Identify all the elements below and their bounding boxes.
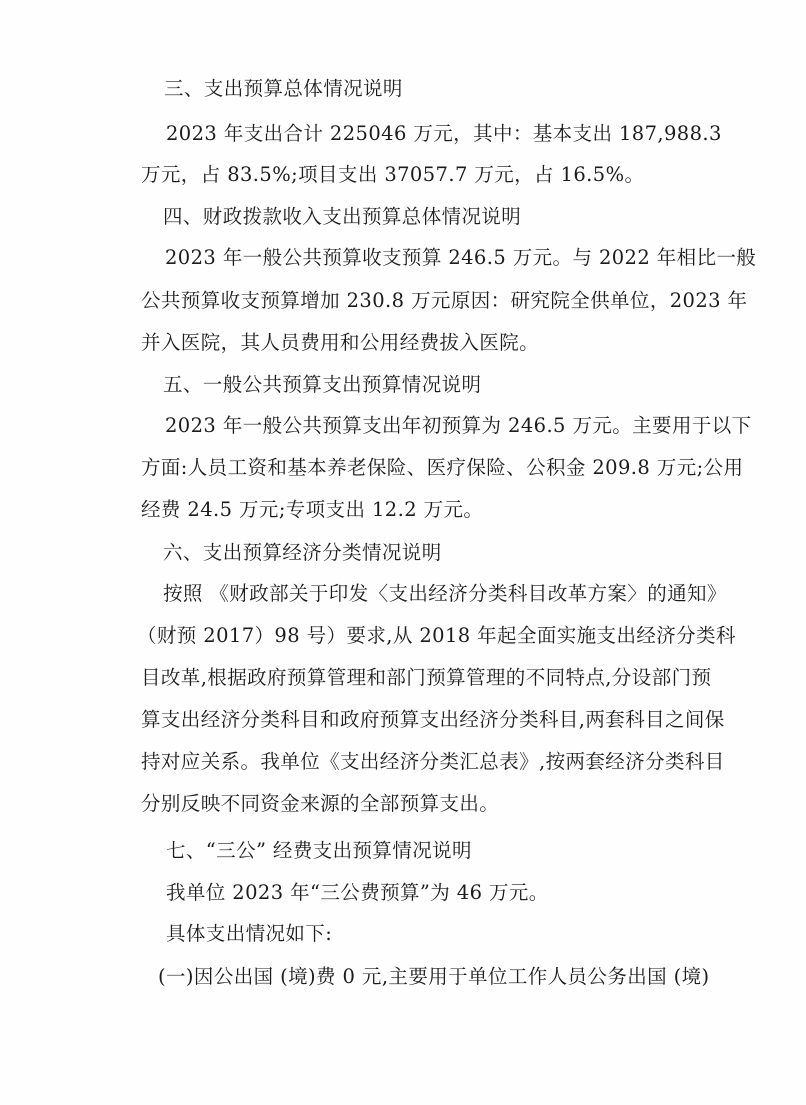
paragraph-line: 2023 年支出合计 225046 万元，其中：基本支出 187,988.3 [166, 122, 722, 145]
paragraph-line: 我单位 2023 年“三公费预算”为 46 万元。 [166, 881, 549, 904]
paragraph-line: (一)因公出国 (境)费 0 元,主要用于单位工作人员公务出国 (境) [158, 965, 710, 988]
paragraph-line: 2023 年一般公共预算支出年初预算为 246.5 万元。主要用于以下 [165, 414, 752, 437]
paragraph-line: 经费 24.5 万元;专项支出 12.2 万元。 [141, 498, 484, 521]
paragraph-line: 具体支出情况如下: [166, 922, 333, 945]
paragraph-line: 并入医院，其人员费用和公用经费拔入医院。 [141, 331, 540, 354]
section-heading-3: 三、支出预算总体情况说明 [164, 77, 403, 100]
paragraph-line: 持对应关系。我单位《支出经济分类汇总表》,按两套经济分类科目 [141, 750, 725, 773]
paragraph-line: 算支出经济分类科目和政府预算支出经济分类科目,两套科目之间保 [141, 708, 725, 731]
paragraph-line: 按照 《财政部关于印发〈支出经济分类科目改革方案〉的通知》 [163, 582, 727, 605]
section-heading-6: 六、支出预算经济分类情况说明 [163, 541, 442, 564]
paragraph-line: 公共预算收支预算增加 230.8 万元原因：研究院全供单位，2023 年 [141, 289, 748, 312]
paragraph-line: 分别反映不同资金来源的全部预算支出。 [141, 792, 500, 815]
section-heading-5: 五、一般公共预算支出预算情况说明 [163, 373, 482, 396]
section-heading-4: 四、财政拨款收入支出预算总体情况说明 [163, 205, 522, 228]
paragraph-line: 方面:人员工资和基本养老保险、医疗保险、公积金 209.8 万元;公用 [141, 456, 744, 479]
section-heading-7: 七、“三公” 经费支出预算情况说明 [166, 839, 472, 862]
paragraph-line: 目改革,根据政府预算管理和部门预算管理的不同特点,分设部门预 [141, 666, 712, 689]
paragraph-line: （财预 2017）98 号）要求,从 2018 年起全面实施支出经济分类科 [137, 624, 736, 647]
paragraph-line: 2023 年一般公共预算收支预算 246.5 万元。与 2022 年相比一般 [165, 246, 757, 269]
paragraph-line: 万元，占 83.5%;项目支出 37057.7 万元，占 16.5%。 [141, 163, 645, 186]
